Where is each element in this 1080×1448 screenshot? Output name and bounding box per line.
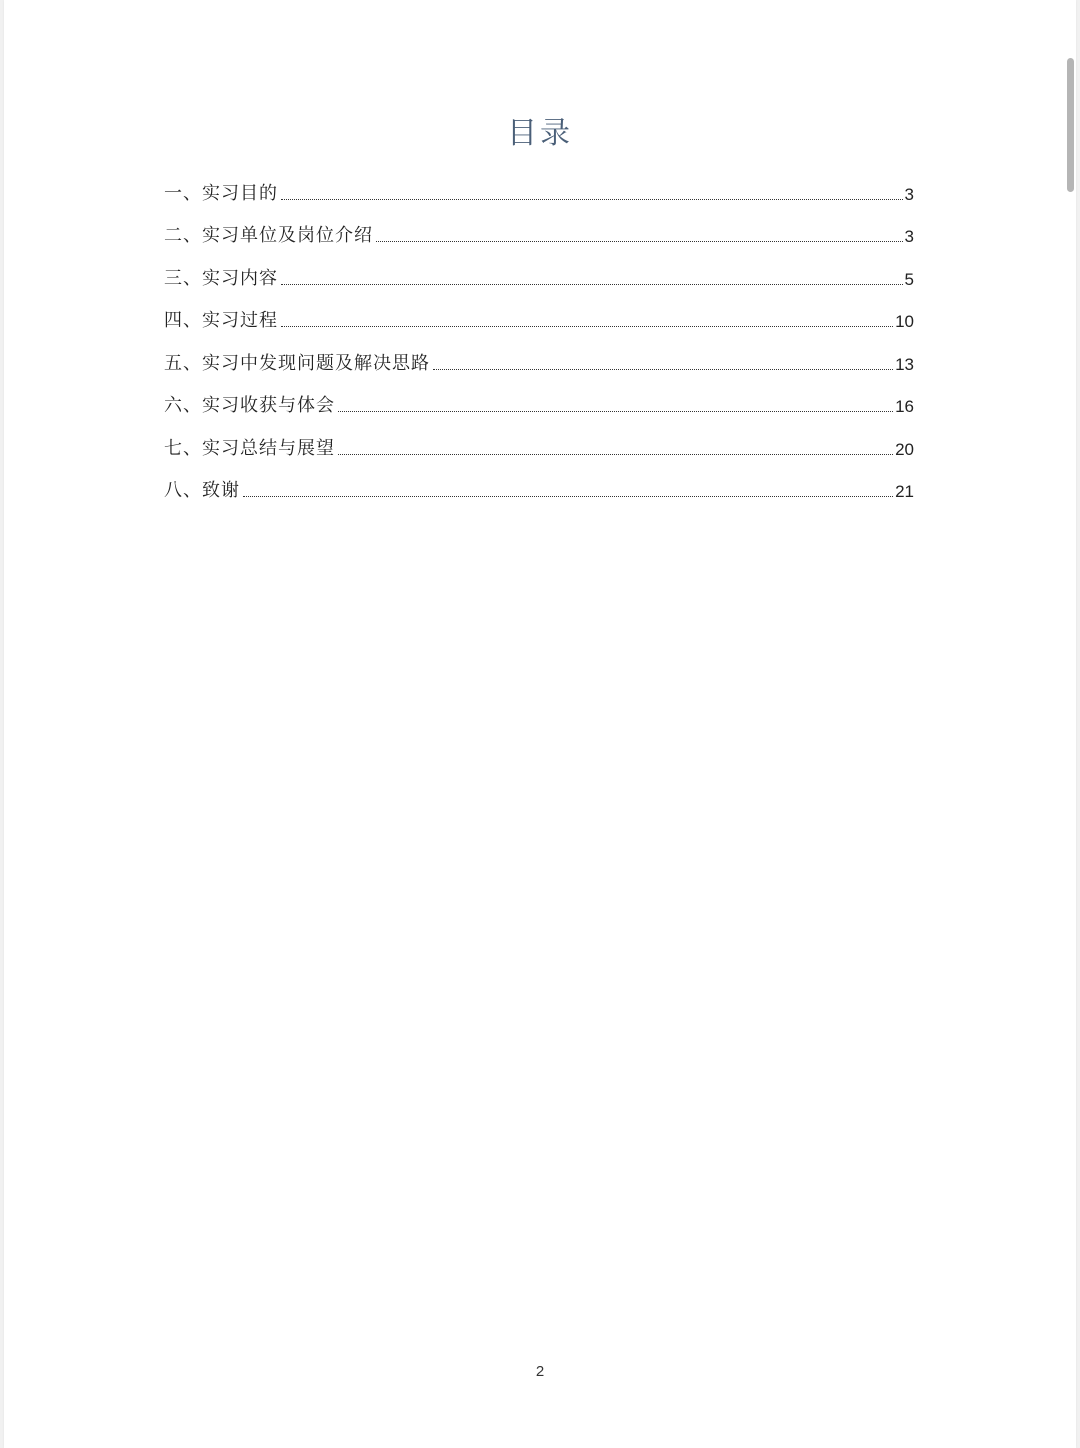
toc-entry-label: 七、实习总结与展望 — [164, 437, 335, 459]
toc-entry-label: 六、实习收获与体会 — [164, 395, 335, 416]
toc-dot-leader — [338, 454, 893, 455]
toc-entry-page: 10 — [895, 312, 914, 331]
toc-dot-leader — [281, 284, 903, 285]
toc-list — [164, 162, 914, 502]
toc-entry-label: 一、实习目的 — [164, 182, 278, 204]
vertical-scrollbar[interactable] — [1067, 58, 1074, 192]
toc-dot-leader — [338, 411, 893, 412]
toc-entry-label: 八、致谢 — [164, 480, 240, 501]
toc-entry-page: 5 — [904, 269, 914, 289]
toc-entry-page: 16 — [895, 397, 914, 416]
toc-entry[interactable] — [164, 205, 914, 248]
toc-entry[interactable] — [164, 247, 914, 290]
toc-entry-label: 五、实习中发现问题及解决思路 — [164, 352, 430, 374]
toc-entry-page: 20 — [895, 439, 914, 459]
toc-dot-leader — [376, 241, 903, 242]
toc-entry-page: 21 — [895, 482, 914, 501]
page-number: 2 — [535, 1363, 545, 1380]
toc-entry-page: 3 — [904, 227, 914, 246]
toc-entry-page: 13 — [895, 354, 914, 374]
toc-dot-leader — [243, 496, 893, 497]
toc-entry[interactable] — [164, 417, 914, 460]
toc-entry-label: 三、实习内容 — [164, 267, 278, 289]
toc-dot-leader — [433, 369, 893, 370]
toc-entry[interactable] — [164, 375, 914, 418]
toc-dot-leader — [281, 199, 903, 200]
toc-entry-label: 四、实习过程 — [164, 310, 278, 331]
document-page — [4, 0, 1076, 1448]
toc-entry-label: 二、实习单位及岗位介绍 — [164, 225, 373, 246]
toc-entry-page: 3 — [904, 184, 914, 204]
toc-entry[interactable] — [164, 332, 914, 375]
toc-entry[interactable] — [164, 460, 914, 503]
toc-dot-leader — [281, 326, 893, 327]
toc-entry[interactable] — [164, 290, 914, 333]
toc-entry[interactable] — [164, 162, 914, 205]
toc-title: 目录 — [507, 116, 573, 151]
